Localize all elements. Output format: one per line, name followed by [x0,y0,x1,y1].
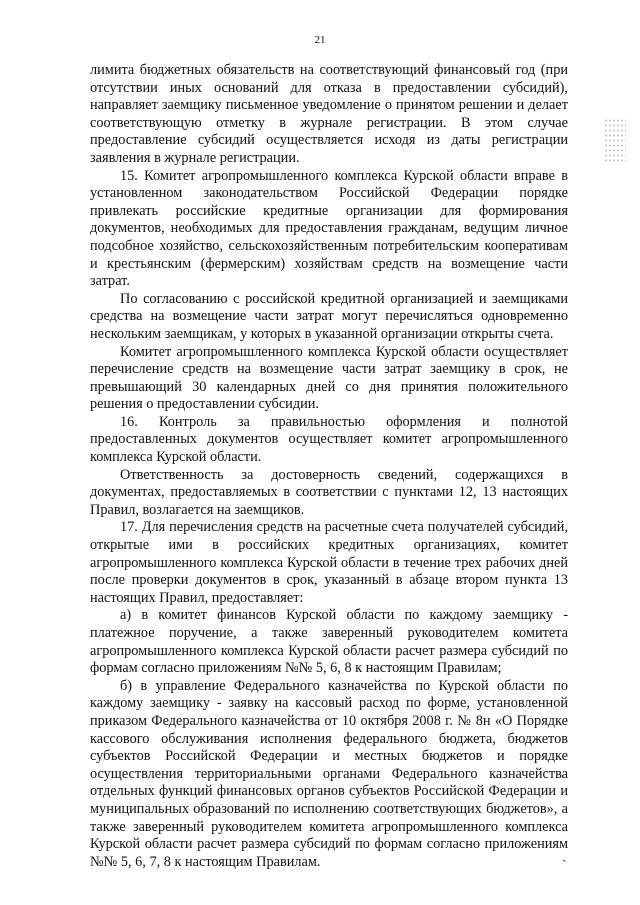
paragraph: 16. Контроль за правильностью оформления и полнотой предоставленных документов осуществляет комитет агропромышленного комплекса Курской области. [90,413,568,466]
pen-mark: ˏ [562,848,567,863]
paragraph: лимита бюджетных обязательств на соответствующий финансовый год (при отсутствии иных оснований для отказа в предоставлении субсидий), направляет заемщику письменное уведомление о принятом решении и делает соответствующую отметку в журнале регистрации. В этом случае предоставление субсидий осуществляется исходя из даты регистрации заявления в журнале регистрации. [90,62,568,166]
scan-noise-decoration [604,118,626,162]
page-number: 21 [314,34,326,46]
paragraph: Ответственность за достоверность сведений, содержащихся в документах, предоставляемых в соответствии с пунктами 12, 13 настоящих Правил, возлагается на заемщиков. [90,466,568,518]
paragraph: 15. Комитет агропромышленного комплекса Курской области вправе в установленном законодательством Российской Федерации порядке привлекать российские кредитные организации для формирования документов, необходимых для предоставления гражданам, ведущим личное подсобное хозяйство, сельскохозяйственным потребительским кооперативам и крестьянским (фермерским) хозяйствам средств на возмещение части затрат. [90,167,568,290]
paragraph: а) в комитет финансов Курской области по каждому заемщику - платежное поручение, а также заверенный руководителем комитета агропромышленного комплекса Курской области расчет размера субсидий по формам согласно приложениям №№ 5, 6, 8 к настоящим Правилам; [90,607,568,677]
paragraph: б) в управление Федерального казначейства по Курской области по каждому заемщику - заявку на кассовый расход по форме, установленной приказом Федерального казначейства от 10 октября 2008 г. № 8н «О Порядке кассового обслуживания исполнения федерального бюджета, бюджетов субъектов Российской Федерации и местных бюджетов и порядке осуществления территориальными органами Федерального казначейства отдельных функций финансовых органов субъектов Российской Федерации и муниципальных образований по исполнению соответствующих бюджетов», а также заверенный руководителем комитета агропромышленного комплекса Курской области расчет размера субсидий по формам согласно приложениям №№ 5, 6, 7, 8 к настоящим Правилам. [90,677,568,870]
paragraph: Комитет агропромышленного комплекса Курской области осуществляет перечисление средств на возмещение части затрат заемщику в срок, не превышающий 30 календарных дней со дня принятия положительного решения о предоставлении субсидии. [90,343,568,413]
paragraph: По согласованию с российской кредитной организацией и заемщиками средства на возмещение части затрат могут перечисляться одновременно нескольким заемщикам, у которых в указанной организации открыты счета. [90,290,568,342]
document-body [90,62,568,871]
paragraph: 17. Для перечисления средств на расчетные счета получателей субсидий, открытые ими в российских кредитных организациях, комитет агропромышленного комплекса Курской области в течение трех рабочих дней после проверки документов в срок, указанный в абзаце втором пункта 13 настоящих Правил, предоставляет: [90,519,568,606]
